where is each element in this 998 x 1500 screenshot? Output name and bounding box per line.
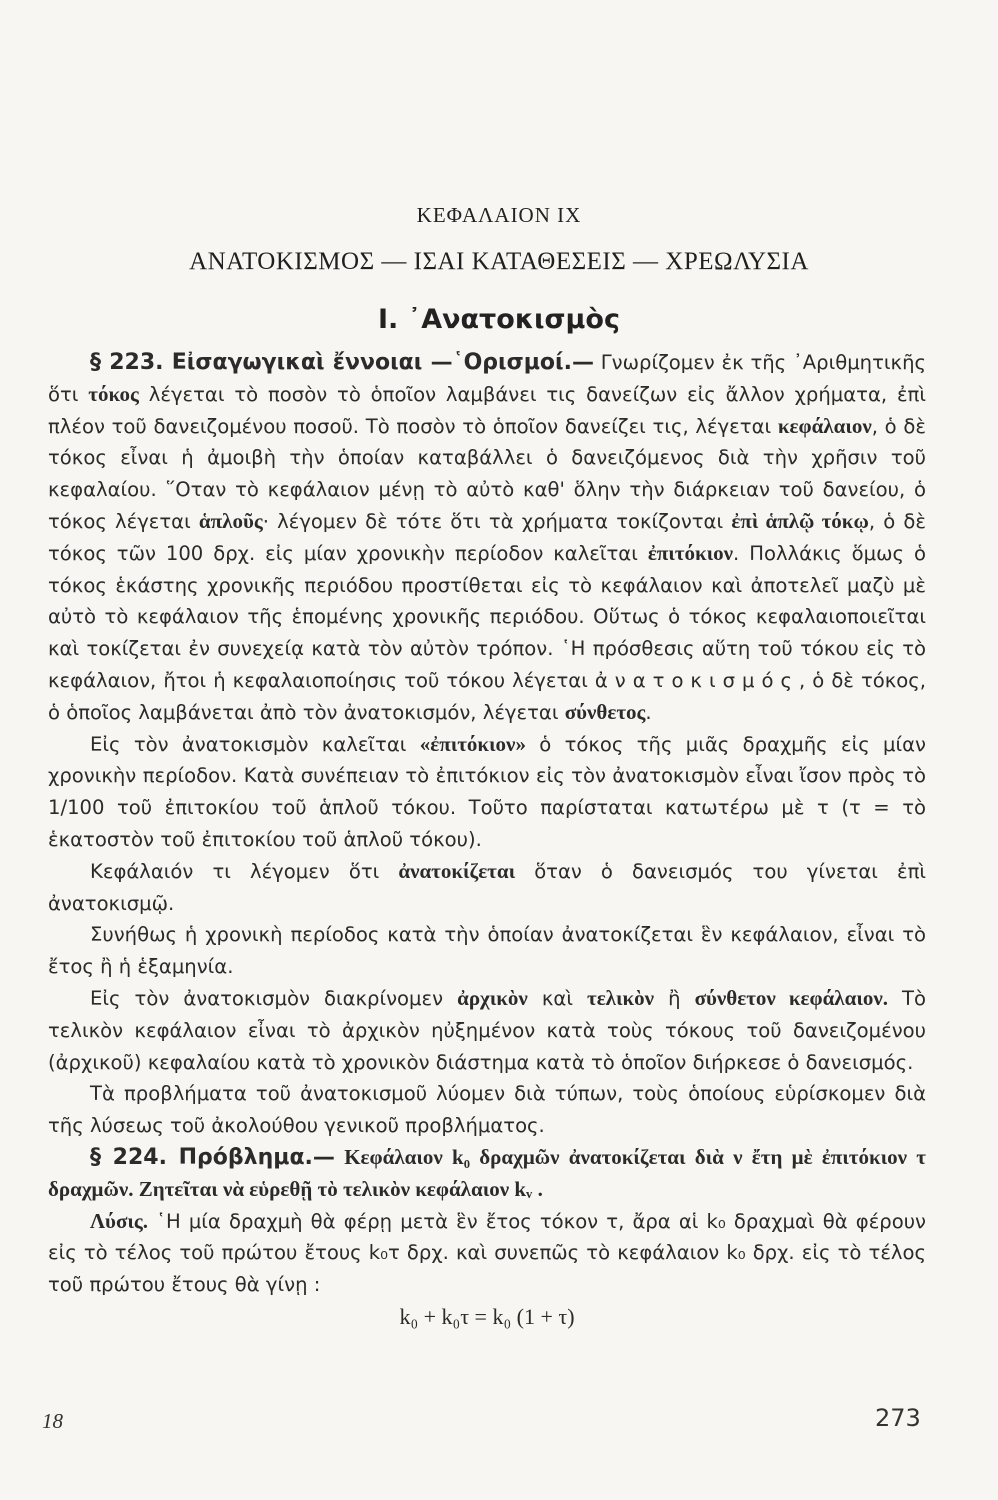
paragraph-anatokizetai [48, 856, 926, 920]
text-run: καὶ [527, 986, 588, 1010]
paragraph-capitals [48, 983, 926, 1078]
chapter-title: ΑΝΑΤΟΚΙΣΜΟΣ — ΙΣΑΙ ΚΑΤΑΘΕΣΕΙΣ — ΧΡΕΩΛΥΣΙΑ [189, 248, 809, 275]
body-text [48, 347, 926, 1333]
paragraph-solution [48, 1206, 926, 1301]
term-arxikon: ἀρχικὸν [457, 985, 528, 1010]
text-run: , ὁ δὲ τόκος, ὁ ὁποῖος λαμβάνεται ἀπὸ τὸν ἀνατοκισμόν, λέγεται [48, 668, 926, 724]
term-aplous: ἁπλοῦς [198, 508, 263, 533]
term-syntheton-kefalaion: σύνθετον κεφάλαιον. [694, 985, 888, 1010]
text-run: Τὸ τελικὸν κεφάλαιον εἶναι τὸ ἀρχικὸν ηὐξημένον κατὰ τοὺς τόκους τοῦ δανειζομένου (ἀρχικοῦ) κεφαλαίου κατὰ τὸ χρονικὸν διάστημα κατὰ τὸ ὁποῖον διήρκεσε ὁ δανεισμός. [48, 986, 927, 1074]
text-run: Εἰς τὸν ἀνατοκισμὸν διακρίνομεν [90, 986, 458, 1010]
term-anatokismos-spaced: ἀνατοκισμός [594, 668, 799, 692]
text-run: , ὁ δὲ τόκος εἶναι ἡ ἀμοιβὴ τὴν ὁποίαν καταβάλλει ὁ δανειζόμενος διὰ τὴν χρῆσιν τοῦ κεφαλαίου. ῞Οταν τὸ κεφάλαιον μένῃ τὸ αὐτὸ καθ' ὅλην τὴν διάρκειαν τοῦ δανείου, ὁ τόκος λέγεται [48, 414, 926, 533]
text-run: ἢ [654, 986, 695, 1010]
term-telikon: τελικὸν [587, 985, 655, 1010]
signature-mark: 18 [42, 1409, 63, 1433]
term-epi-aplo-toko: ἐπὶ ἁπλῷ τόκῳ [731, 508, 869, 533]
term-tokos: τόκος [88, 381, 139, 406]
text-run: λέγεται τὸ ποσὸν τὸ ὁποῖον λαμβάνει τις δανείζων εἰς ἄλλον χρήματα, ἐπὶ πλέον τοῦ δανειζομένου ποσοῦ. Τὸ ποσὸν τὸ ὁποῖον δανείζει τις, λέγεται [48, 382, 926, 438]
term-epitokion: ἐπιτόκιον [647, 540, 734, 565]
solution-label: Λύσις. [90, 1208, 148, 1233]
term-epitokion-quoted: «ἐπιτόκιον» [419, 731, 526, 756]
text-run: . [645, 700, 652, 724]
paragraph-problems [48, 1078, 926, 1142]
text-run: ῾Η μία δραχμὴ θὰ φέρῃ μετὰ ἓν ἔτος τόκον τ, ἄρα αἱ k₀ δραχμαὶ θὰ φέρουν εἰς τὸ τέλος τοῦ πρώτου ἔτους k₀τ δρχ. καὶ συνεπῶς τὸ κεφάλαιον k₀ δρχ. εἰς τὸ τέλος τοῦ πρώτου ἔτους θὰ γίνῃ : [48, 1209, 926, 1297]
problem-statement: Κεφάλαιον k₀ δραχμῶν ἀνατοκίζεται διὰ ν ἔτη μὲ ἐπιτόκιον τ δραχμῶν. Ζητεῖται νὰ εὑρεθῇ τὸ τελικὸν κεφάλαιον kᵥ . [48, 1144, 926, 1201]
chapter-heading: ΚΕΦΑΛΑΙΟΝ IX [416, 203, 582, 227]
term-synthetos: σύνθετος [564, 699, 646, 724]
text-run: Κεφάλαιόν τι λέγομεν ὅτι [90, 859, 399, 883]
text-run: Γνωρίζομεν ἐκ τῆς ᾿Αριθμητικῆς ὅτι [48, 351, 926, 406]
page-number: 273 [875, 1404, 921, 1432]
paragraph-223 [48, 347, 926, 729]
text-run: Τὰ προβλήματα τοῦ ἀνατοκισμοῦ λύομεν διὰ τύπων, τοὺς ὁποίους εὑρίσκομεν διὰ τῆς λύσεως τοῦ ἀκολούθου γενικοῦ προβλήματος. [48, 1082, 926, 1138]
text-run: Συνήθως ἡ χρονικὴ περίοδος κατὰ τὴν ὁποίαν ἀνατοκίζεται ἓν κεφάλαιον, εἶναι τὸ ἔτος ἢ ἡ ἑξαμηνία. [48, 923, 926, 979]
text-run: . Πολλάκις ὅμως ὁ τόκος ἑκάστης χρονικῆς περιόδου προστίθεται εἰς τὸ κεφάλαιον καὶ ἀποτελεῖ μαζὺ μὲ αὐτὸ τὸ κεφάλαιον τῆς ἑπομένης χρονικῆς περιόδου. Οὕτως ὁ τόκος κεφαλαιοποιεῖται καὶ τοκίζεται ἐν συνεχείᾳ κατὰ τὸν αὐτὸν τρόπον. ῾Η πρόσθεσις αὕτη τοῦ τόκου εἰς τὸ κεφάλαιον, ἤτοι ἡ κεφαλαιοποίησις τοῦ τόκου λέγεται [48, 541, 926, 692]
paragraph-epitokion [48, 729, 926, 856]
formula: k₀ + k₀τ = k₀ (1 + τ) [399, 1303, 575, 1329]
text-run: ὅταν ὁ δανεισμός του γίνεται ἐπὶ ἀνατοκισμῷ. [48, 859, 926, 915]
section-223-heading: § 223. Εἰσαγωγικαὶ ἔννοιαι —῾Ορισμοί.— [90, 350, 594, 375]
text-run: , ὁ δὲ τόκος τῶν 100 δρχ. εἰς μίαν χρονικὴν περίοδον καλεῖται [48, 509, 926, 565]
term-anatokizetai: ἀνατοκίζεται [398, 858, 516, 883]
term-kefalaion: κεφάλαιον [777, 413, 872, 438]
paragraph-224 [48, 1142, 926, 1206]
text-run: · λέγομεν δὲ τότε ὅτι τὰ χρήματα τοκίζονται [262, 509, 732, 533]
section-224-heading: § 224. Πρόβλημα.— [90, 1144, 335, 1170]
text-run: ὁ τόκος τῆς μιᾶς δραχμῆς εἰς μίαν χρονικὴν περίοδον. Κατὰ συνέπειαν τὸ ἐπιτόκιον εἰς τὸν ἀνατοκισμὸν εἶναι ἴσον πρὸς τὸ 1/100 τοῦ ἐπιτοκίου τοῦ ἁπλοῦ τόκου. Τοῦτο παρίσταται κατωτέρω μὲ τ (τ = τὸ ἑκατοστὸν τοῦ ἐπιτοκίου τοῦ ἁπλοῦ τόκου). [48, 732, 926, 851]
section-heading: Ι. ᾿Ανατοκισμὸς [378, 304, 620, 335]
text-run: Εἰς τὸν ἀνατοκισμὸν καλεῖται [90, 732, 420, 756]
paragraph-period [48, 919, 926, 983]
